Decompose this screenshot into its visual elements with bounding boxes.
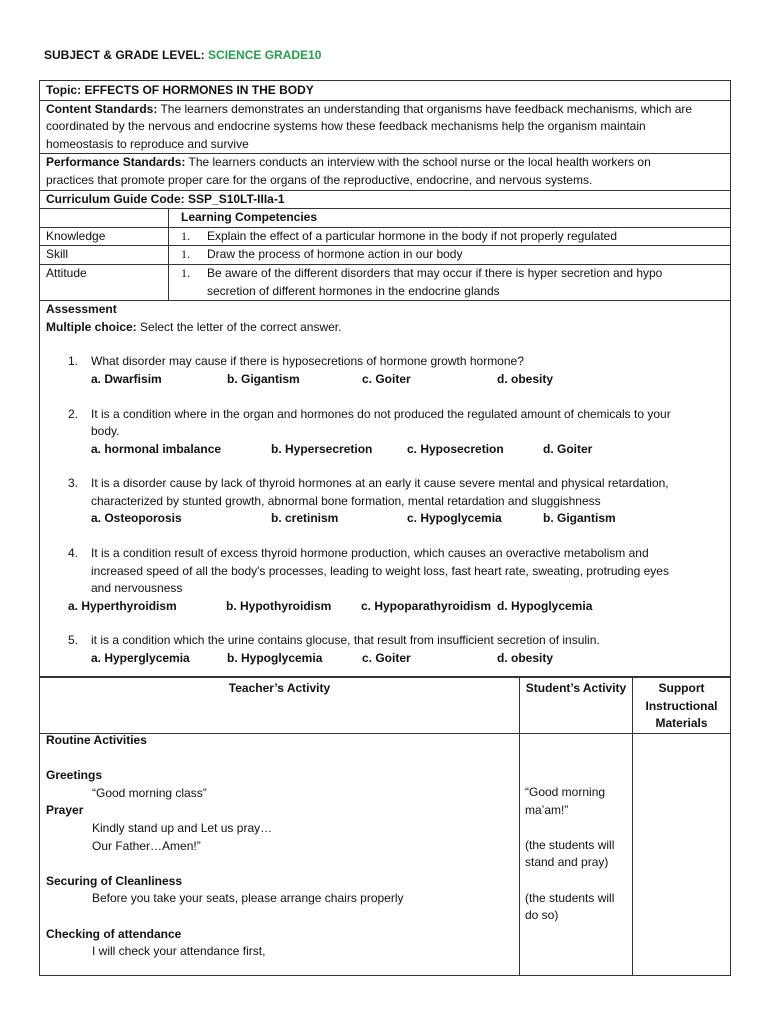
choice-d: b. Gigantism [543,511,616,526]
performance-standards-line-1: The learners conducts an interview with the school nurse or the local health workers on [185,155,651,170]
teacher-activity-header: Teacher’s Activity [228,681,331,695]
choice-a: a. Hyperthyroidism [68,598,177,613]
competency-text: secretion of different hormones in the endocrine glands [207,283,500,298]
grade-value: SCIENCE GRADE10 [208,48,322,62]
choice-d: d. Goiter [543,441,593,456]
competency-row-skill [40,245,730,264]
question-1 [40,353,730,388]
competency-text: Explain the effect of a particular hormone in the body if not properly regulated [207,228,618,243]
competency-number: 1. [181,265,190,280]
question-text: and nervousness [91,581,183,596]
assessment-title: Assessment [46,302,117,317]
choice-c: c. Hypoglycemia [407,511,502,526]
choice-c: c. Hyposecretion [407,441,504,456]
student-activity-header: Student’s Activity [525,681,627,695]
topic: Topic: EFFECTS OF HORMONES IN THE BODY [46,83,314,97]
question-number: 2. [68,406,79,421]
question-text: characterized by stunted growth, abnormal bone formation, mental retardation and sluggishness [91,493,601,508]
competency-number: 1. [181,247,190,262]
student-do-so: (the students will [525,890,615,905]
question-4 [40,545,730,598]
choice-a: a. Dwarfisim [91,371,162,386]
choice-c: c. Goiter [362,651,411,666]
choice-c: c. Goiter [362,371,411,386]
choice-b: b. Hypoglycemia [227,651,323,666]
curriculum-guide-code: Curriculum Guide Code: SSP_S10LT-IIIa-1 [40,190,730,209]
prayer-text: Our Father…Amen!” [92,838,201,853]
question-number: 3. [68,476,79,491]
prayer-heading: Prayer [46,803,84,818]
choice-b: b. Gigantism [227,371,300,386]
content-standards-label: Content Standards: [46,101,158,116]
competencies-header-row [40,208,730,227]
competency-label: Attitude [40,265,169,300]
teacher-activity-cell [46,732,516,961]
choice-b: b. Hypersecretion [271,441,373,456]
choice-d: d. obesity [497,371,554,386]
choice-b: b. cretinism [271,511,339,526]
content-standards-line-2: coordinated by the nervous and endocrine systems how these feedback mechanisms help the organism maintain [46,119,646,134]
student-pray: (the students will [525,837,615,852]
question-text: It is a disorder cause by lack of thyroid hormones at an early it cause severe mental and physical retardation, [91,476,669,491]
student-pray: stand and pray) [525,855,609,870]
materials-header: Support Instructional Materials [645,681,718,731]
question-3 [40,475,730,528]
question-text: increased speed of all the body's processes, leading to weight loss, fast heart rate, sweating, protruding eyes [91,563,669,578]
content-standards-line-1: The learners demonstrates an understanding that organisms have feedback mechanisms, which are [157,101,693,116]
lesson-plan-table [39,80,731,677]
competency-number: 1. [181,228,190,243]
competency-label: Knowledge [40,228,169,246]
question-text: it is a condition which the urine contains glocuse, that result from insufficient secretion of insulin. [91,633,600,648]
greetings-heading: Greetings [46,768,103,783]
choice-b: b. Hypothyroidism [226,598,332,613]
student-activity-cell [525,784,629,925]
competency-text: Draw the process of hormone action in our body [207,247,463,262]
question-4-choices [40,598,730,616]
prayer-text: Kindly stand up and Let us pray… [92,820,273,835]
choice-d: d. Hypoglycemia [497,598,593,613]
student-do-so: do so) [525,908,559,923]
choice-c: c. Hypoparathyroidism [361,598,492,613]
cleanliness-heading: Securing of Cleanliness [46,873,183,888]
student-reply: “Good morning [525,785,606,799]
content-standards-line-3: homeostasis to reproduce and survive [46,136,249,151]
question-number: 1. [68,354,79,369]
choice-a: a. Hyperglycemia [91,651,190,666]
competency-row-knowledge [40,227,730,246]
question-number: 4. [68,546,79,561]
question-text: body. [91,424,120,439]
competency-row-attitude [40,264,730,300]
assessment-section [40,300,730,668]
competency-label: Skill [40,246,169,264]
assessment-instruction: Select the letter of the correct answer. [136,319,342,334]
question-2 [40,406,730,459]
question-5 [40,632,730,667]
competency-text: Be aware of the different disorders that may occur if there is hyper secretion and hypo [207,265,663,280]
greetings-text: “Good morning class” [92,785,207,800]
routine-activities: Routine Activities [46,733,147,747]
attendance-text: I will check your attendance first, [92,944,266,959]
question-text: What disorder may cause if there is hyposecretions of hormone growth hormone? [91,354,524,369]
performance-standards-section [40,153,730,189]
student-reply: ma’am!” [525,802,569,817]
assessment-instruction-label: Multiple choice: [46,319,137,334]
question-number: 5. [68,633,79,648]
cleanliness-text: Before you take your seats, please arrange chairs properly [92,891,404,906]
subject-grade-header [44,48,321,62]
question-text: It is a condition where in the organ and hormones do not produced the regulated amount of chemicals to your [91,406,671,421]
question-text: It is a condition result of excess thyroid hormone production, which causes an overactive metabolism and [91,546,649,561]
activity-table [39,677,731,976]
performance-standards-label: Performance Standards: [46,155,186,170]
choice-d: d. obesity [497,651,554,666]
competencies-header: Learning Competencies [181,210,318,225]
performance-standards-line-2: practices that promote proper care for the organs of the reproductive, endocrine, and nervous systems. [46,172,593,187]
choice-a: a. Osteoporosis [91,511,182,526]
choice-a: a. hormonal imbalance [91,441,222,456]
attendance-heading: Checking of attendance [46,926,182,941]
content-standards-section [40,100,730,154]
subject-grade-label: SUBJECT & GRADE LEVEL: [44,48,205,62]
